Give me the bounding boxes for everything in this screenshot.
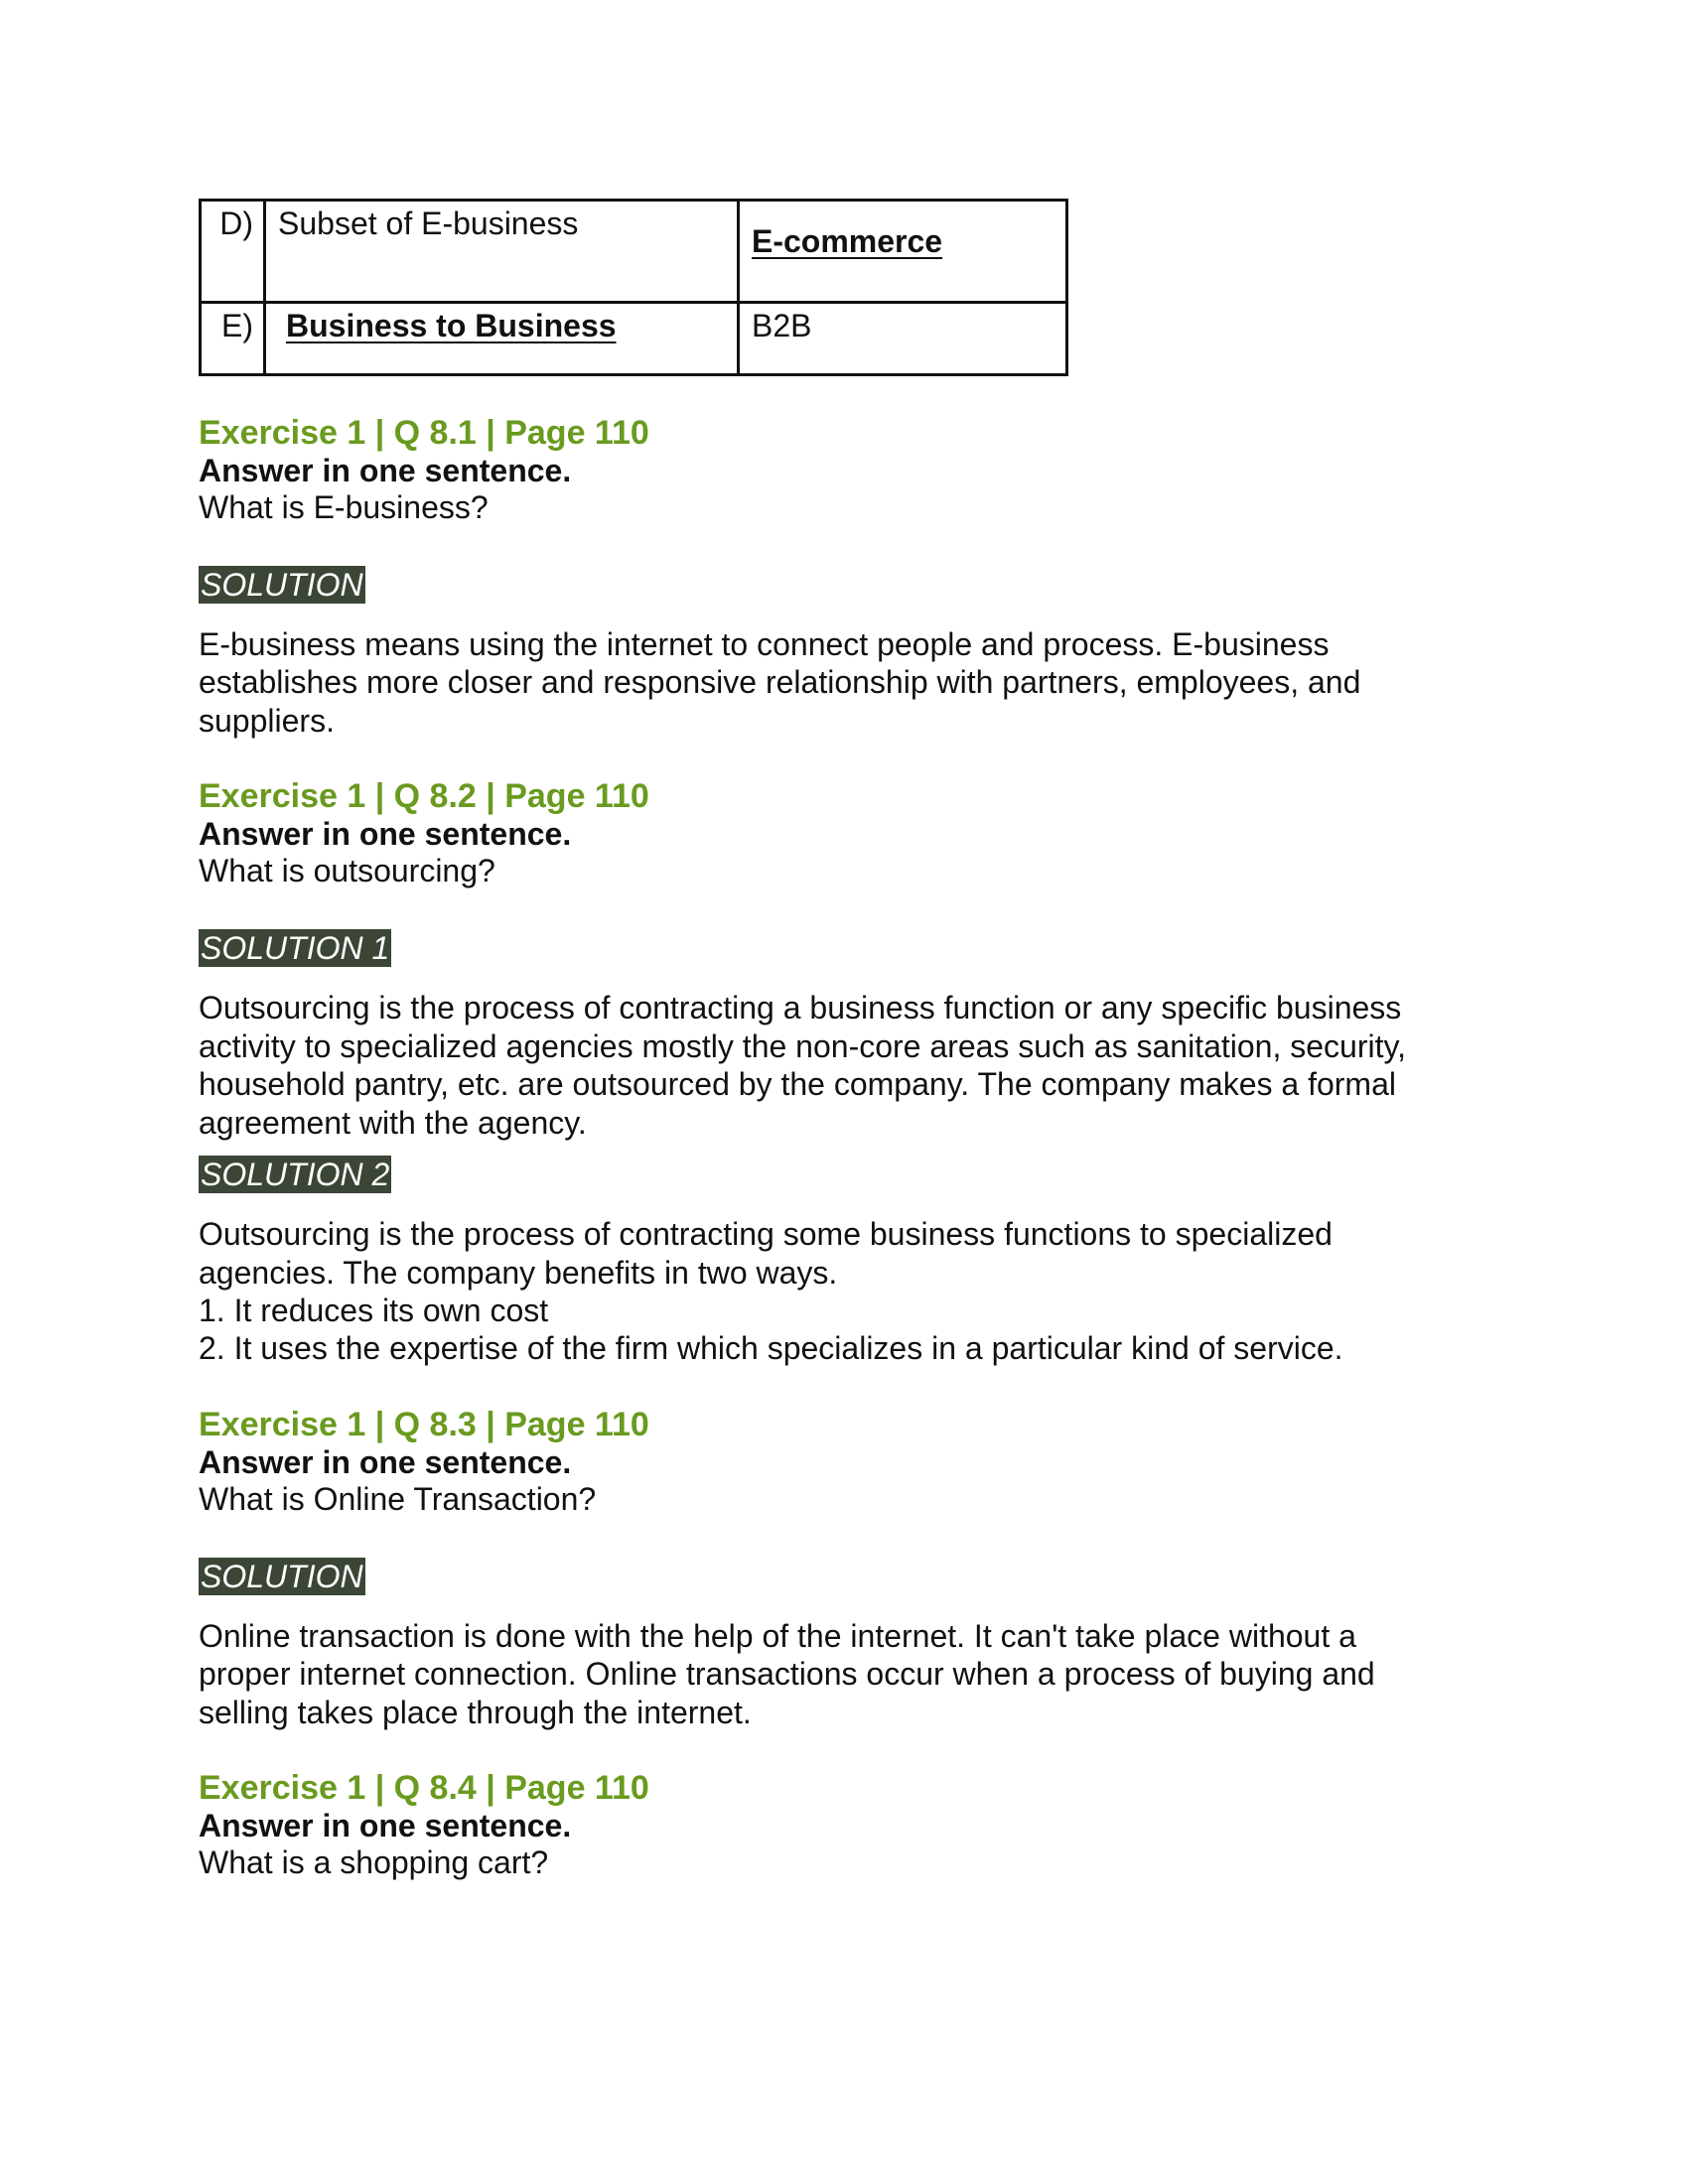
solution-label: SOLUTION	[201, 1558, 363, 1594]
instruction-text: Answer in one sentence.	[199, 1808, 572, 1844]
question-text: What is E-business?	[199, 488, 489, 525]
question-text: What is Online Transaction?	[199, 1480, 597, 1517]
exercise-section	[199, 1769, 1489, 1881]
row-right-cell	[739, 201, 1067, 303]
solution-text: Online transaction is done with the help of the internet. It can't take place without a proper internet connection. Online transactions occur when a process of buying and selling takes place through the internet.	[199, 1617, 1375, 1730]
exercise-section	[199, 777, 1489, 1368]
row-left-cell: Subset of E-business	[265, 201, 739, 303]
row-left-cell	[265, 303, 739, 375]
answer-term: Business to Business	[286, 308, 617, 343]
solution-label: SOLUTION	[201, 566, 363, 603]
row-label: D)	[201, 201, 265, 303]
solution-text: E-business means using the internet to connect people and process. E-business establishes more closer and responsive relationship with partners, employees, and suppliers.	[199, 626, 1361, 739]
row-right-cell: B2B	[739, 303, 1067, 375]
solution-label: SOLUTION 1	[201, 929, 390, 966]
exercise-heading: Exercise 1 | Q 8.3 | Page 110	[199, 1405, 649, 1443]
question-text: What is outsourcing?	[199, 853, 495, 889]
instruction-text: Answer in one sentence.	[199, 453, 572, 489]
table-row	[201, 201, 1067, 303]
solution-text: Outsourcing is the process of contracting a business function or any specific business activity to specialized agencies mostly the non-core areas such as sanitation, security, household pantry, etc. are outsourced by the company. The company makes a formal agreement with the agency.	[199, 990, 1406, 1141]
solution-label: SOLUTION 2	[201, 1156, 390, 1192]
exercise-section	[199, 1406, 1489, 1731]
match-table	[199, 199, 1068, 376]
exercise-heading: Exercise 1 | Q 8.4 | Page 110	[199, 1769, 649, 1808]
question-text: What is a shopping cart?	[199, 1843, 549, 1880]
exercise-heading: Exercise 1 | Q 8.1 | Page 110	[199, 414, 649, 452]
answer-term: E-commerce	[752, 223, 943, 259]
row-label: E)	[201, 303, 265, 375]
instruction-text: Answer in one sentence.	[199, 816, 572, 853]
instruction-text: Answer in one sentence.	[199, 1443, 572, 1480]
document-page	[199, 199, 1489, 1881]
table-row	[201, 303, 1067, 375]
exercise-heading: Exercise 1 | Q 8.2 | Page 110	[199, 777, 649, 816]
solution-text: Outsourcing is the process of contracting some business functions to specialized agencies. The company benefits in two ways. 1. It reduces its own cost 2. It uses the expertise of the firm which specializes in a particular kind of service.	[199, 1216, 1343, 1367]
exercise-section	[199, 414, 1489, 740]
